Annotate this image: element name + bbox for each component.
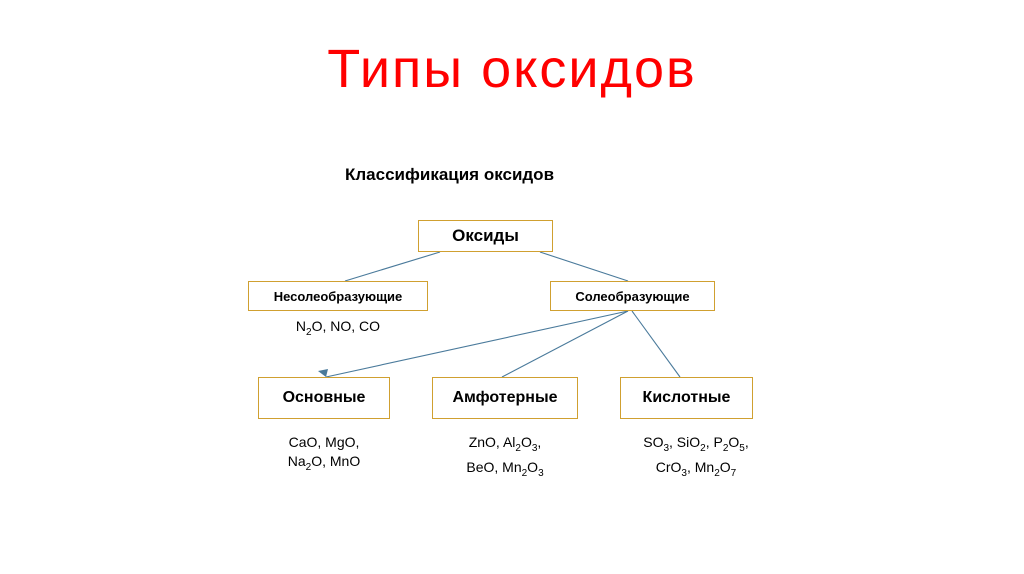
node-acidic-oxides[interactable]: Кислотные: [620, 377, 753, 419]
node-oxides[interactable]: Оксиды: [418, 220, 553, 252]
oxide-classification-diagram: [240, 165, 785, 510]
formula-line-1: $SO_3$, SiO$_2$, $P_2O_5$,: [643, 434, 749, 454]
formula-line-1: ZnO, $Al_2O_3$,: [468, 434, 542, 454]
formulas-non-salt-forming: [248, 317, 428, 342]
formula-line-1: CaO, MgO,: [288, 434, 360, 450]
formulas-amphoteric-oxides: [432, 433, 578, 483]
formulas-acidic-oxides: [616, 433, 776, 483]
node-non-salt-forming[interactable]: Несолеобразующие: [248, 281, 428, 311]
node-amphoteric-oxides[interactable]: Амфотерные: [432, 377, 578, 419]
formulas-basic-oxides: [258, 433, 390, 477]
diagram-caption: Классификация оксидов: [345, 165, 555, 184]
node-basic-oxides[interactable]: Основные: [258, 377, 390, 419]
formula-line-2: CrO$_3$, $Mn_2O_7$: [655, 458, 737, 479]
formula-text: $N_2O$, NO, CO: [295, 318, 381, 338]
formula-line-2: $Na_2O$, MnO: [287, 453, 361, 473]
page-title: Типы оксидов: [327, 39, 697, 99]
formula-line-2: BeO, $Mn_2O_3$: [466, 458, 544, 479]
node-salt-forming[interactable]: Солеобразующие: [550, 281, 715, 311]
